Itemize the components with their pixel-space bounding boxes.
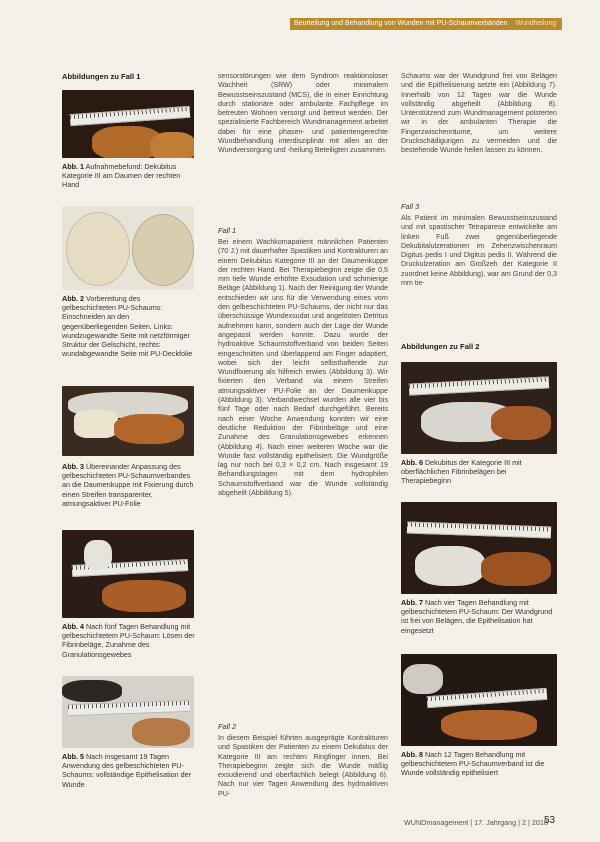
figure-3-number: Abb. 3	[62, 462, 84, 471]
figure-2-image	[62, 206, 194, 290]
case2-heading: Fall 2	[218, 722, 237, 731]
case1-text: Bei einem Wachkomapatient männlichen Patienten (70 J.) mit dauerhafter Spastiken und Kontrakturen an einem Dekubitus Kategorie III an der Daumenkuppe der rechten Hand. Bei Therapiebeginn zeigte die 0,5 mm tiefe Wunde erhöhte Exsudation und schmierige Beläge (Abbildung 1). Nach der Reinigung der Wunde entschieden wir uns für die Verwendung eines vorn den gelbeschichteten PU-Schaums, der nicht nur das überschüssige Wundexsudat und angelösten Detritus aufnehmen kann, sondern auch der Lage der Wunde angepasst werden konnte. Dazu wurde der hydroaktive Schaumstoffverband von beiden Seiten eingeschnitten und überlappend am Finger adaptiert, wobei sich der leicht selbsthaftende zur Wundfixierung als hilfreich erwies (Abbildung 3). Wir fixierten den Verband via einem Streifen atmungsaktiver PU-Folie an der Daumenkuppe (Abbildung 3). Verbandwechsel wurden alle vier bis fünf Tage oder nach Bedarf durchgeführt. Bereits nach einer Woche Anwendung konnten wir eine deutliche Reduktion der Fibrinbeläge und eine Zunahme des Granulationsgewebes erkennen (Abbildung 4). Nach einer weiteren Woche war die Wunde fast vollständig epithelisiert. Die Wundgröße lag nur noch bei 0,3 × 0,2 cm. Nach insgesamt 19 Behandlungstagen mit dem hydrophilen Schaumstoffverband war die Wunde vollständig abgeheilt (Abbildung 5).	[218, 238, 388, 498]
figure-1-number: Abb. 1	[62, 162, 84, 171]
figure-1-image	[62, 90, 194, 158]
figure-4-caption: Abb. 4 Nach fünf Tagen Behandlung mit gelbeschichtetem PU-Schaum: Lösen der Fibrinbeläge, Zunahme des Granulationsgewebes	[62, 622, 195, 659]
middle-intro-text: sensorstörungen wie dem Syndrom reaktionsloser Wachheit (SRW) oder minimalem Bewusstseinszustand (MCS), die in einer Einrichtung durch stationäre oder ambulante Fachpflege im betreuten Wohnen versorgt und betreut werden. Der spezialisierte Fachbereich Wundmanagement arbeitet dabei für eine phasen- und patientengerechte Wundbehandlung interdisziplinär mit allen an der Wundversorgung und -heilung Beteiligten zusammen.	[218, 72, 388, 155]
figure-6-image	[401, 362, 557, 454]
figure-8-number: Abb. 8	[401, 750, 423, 759]
figure-2-caption: Abb. 2 Vorbereitung des gelbeschichteten PU-Schaums: Einschneiden an den gegenüberliegenden Seiten. Links: wundzugewandte Seite mit netzförmiger Struktur der Gelschicht, rechts: wundabgewandte Seite mit PU-Deckfolie	[62, 294, 193, 359]
figure-5-caption: Abb. 5 Nach insgesamt 19 Tagen Anwendung des gelbeschichteten PU-Schaums: vollständige Epithelisation der Wunde	[62, 752, 192, 789]
case3-text: Als Patient im minimalen Bewusstseinszustand und mit spastischer Tetraparese entwickelte am linken Fuß zwei gegenüberliegende Dekubitalulzerationen im Zehenzwischenraum Digitus pedis I und Digitus pedis II. Während die Druckulzeration am Großzeh der Kategorie II zuordnet keine Abbildung), war am Grund der 0,3 mm tie-	[401, 214, 557, 288]
figure-4-number: Abb. 4	[62, 622, 84, 631]
figure-5-image	[62, 676, 194, 748]
figure-7-caption: Abb. 7 Nach vier Tagen Behandlung mit gelbeschichtetem PU-Schaum: Der Wundgrund ist frei von Belägen, die Epithelisation hat eingesetzt	[401, 598, 553, 635]
figure-8-caption: Abb. 8 Nach 12 Tagen Behandlung mit gelbeschichtetem PU-Schaumverband ist die Wunde vollständig epithelisiert	[401, 750, 545, 778]
footer-journal: WUNDmanagement | 17. Jahrgang | 2 | 2018	[404, 818, 548, 827]
figure-4-image	[62, 530, 194, 618]
page-number: 53	[544, 815, 556, 826]
header-title: Beurteilung und Behandlung von Wunden mit PU-Schaumverbänden	[294, 20, 508, 27]
figure-5-number: Abb. 5	[62, 752, 84, 761]
figure-7-number: Abb. 7	[401, 598, 423, 607]
figure-3-caption: Abb. 3 Übereinander Anpassung des gelbeschichteten PU-Schaumverbandes an die Daumenkuppe mit Fixierung durch einen Streifen transparenter, atmungsaktiver PU-Folie	[62, 462, 194, 508]
figure-7-image	[401, 502, 557, 594]
case1-heading: Fall 1	[218, 226, 237, 235]
figure-3-image	[62, 386, 194, 456]
figure-1-caption: Abb. 1 Aufnahmebefund: Dekubitus Kategorie III am Daumen der rechten Hand	[62, 162, 181, 190]
figures-heading-case1: Abbildungen zu Fall 1	[62, 72, 141, 81]
case2-text: In diesem Beispiel führten ausgeprägte Kontrakturen und Spastiken der Patienten zu einem Dekubitus der Kategorie III am rechten Ringfinger innen. Bei Therapiebeginn zeigte sich die Wunde mäßig exsudierend und oberflächlich belegt (Abbildung 6). Nach nur vier Tagen Anwendung des hydroaktiven PU-	[218, 734, 388, 798]
case3-heading: Fall 3	[401, 202, 420, 211]
header-section: Wundheilung	[515, 20, 557, 27]
header-bar	[290, 18, 562, 30]
figures-heading-case2: Abbildungen zu Fall 2	[401, 342, 480, 351]
figure-6-number: Abb. 6	[401, 458, 423, 467]
figure-2-number: Abb. 2	[62, 294, 84, 303]
right-intro-text: Schaums war der Wundgrund frei von Belägen und die Epithelisierung setzte ein (Abbildung 7). Innerhalb von 12 Tagen war die Wunde vollständig abgeheilt (Abbildung 8). Unterstützend zum Wundmanagement polsterten wir in der ambulanten Therapie die Fingerzwischenräume, um weitere Druckschädigungen zu vermeiden und die bestehende Wunde heilen lassen zu können.	[401, 72, 557, 155]
figure-8-image	[401, 654, 557, 746]
figure-6-caption: Abb. 6 Dekubitus der Kategorie III mit oberflächlichen Fibrinbelägen bei Therapiebeginn	[401, 458, 522, 486]
